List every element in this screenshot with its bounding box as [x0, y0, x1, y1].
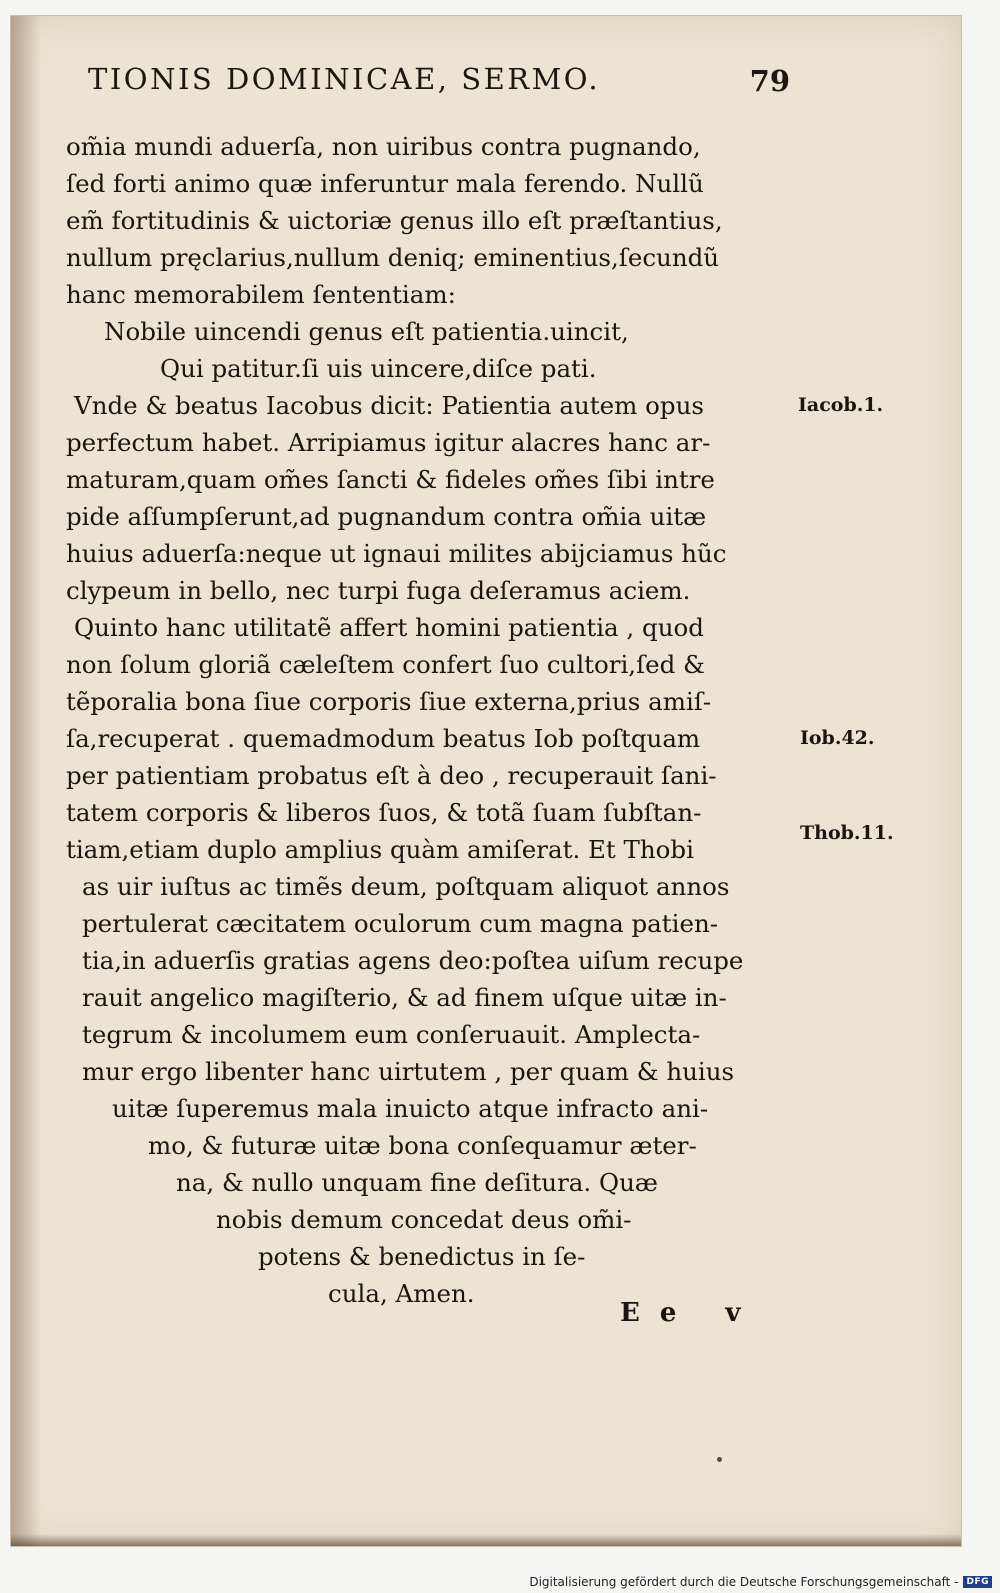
margin-note-iacob: Iacob.1. [798, 394, 884, 416]
text-line: om̃ia mundi aduerſa, non uiribus contra pugnando, [66, 132, 701, 161]
running-head [88, 62, 798, 96]
text-line: ſed forti animo quæ inferuntur mala ferendo. Nullũ [66, 169, 704, 198]
page-bottom-edge [11, 1534, 961, 1546]
text-line: non ſolum gloriã cæleſtem confert ſuo cultori,ſed & [66, 650, 705, 679]
text-line: na, & nullo unquam fine deſitura. Quæ [176, 1168, 658, 1197]
text-line: tia,in aduerſis gratias agens deo:poſtea uiſum recupe [82, 946, 744, 975]
margin-note-thob: Thob.11. [800, 822, 894, 844]
gutter-shadow [11, 16, 41, 1546]
text-line: nullum pręclarius,nullum deniq; eminentius,ſecundũ [66, 243, 720, 272]
text-line: tatem corporis & liberos ſuos, & totã ſuam ſubſtan- [66, 798, 702, 827]
running-title: TIONIS DOMINICAE, SERMO. [88, 62, 601, 96]
text-line: rauit angelico magiſterio, & ad finem uſque uitæ in- [82, 983, 727, 1012]
text-line: pide aſſumpſerunt,ad pugnandum contra om̃ia uitæ [66, 502, 707, 531]
text-line: tẽporalia bona ſiue corporis ſiue externa,prius amiſ- [66, 687, 712, 716]
margin-note-iob: Iob.42. [800, 727, 875, 749]
text-line: em̃ fortitudinis & uictoriæ genus illo eſt præſtantius, [66, 206, 723, 235]
text-line: ſa,recuperat . quemadmodum beatus Iob poſtquam [66, 724, 701, 753]
text-line: tiam,etiam duplo amplius quàm amiſerat. Et Thobi [66, 835, 694, 864]
digitization-footer [529, 1575, 992, 1589]
text-line: mur ergo libenter hanc uirtutem , per quam & huius [82, 1057, 735, 1086]
dfg-logo: DFG [963, 1576, 992, 1588]
text-line: maturam,quam om̃es ſancti & fideles om̃es ſibi intre [66, 465, 715, 494]
text-line: huius aduerſa:neque ut ignaui milites abijciamus hũc [66, 539, 727, 568]
text-line: uitæ ſuperemus mala inuicto atque infracto ani- [112, 1094, 709, 1123]
text-line: hanc memorabilem ſententiam: [66, 280, 456, 309]
text-line: Quinto hanc utilitatẽ affert homini patientia , quod [74, 613, 704, 642]
text-line: cula, Amen. [328, 1279, 475, 1308]
text-line: perfectum habet. Arripiamus igitur alacres hanc ar- [66, 428, 711, 457]
text-line: tegrum & incolumem eum conſeruauit. Amplecta- [82, 1020, 701, 1049]
paper-speck [717, 1457, 722, 1462]
text-line: nobis demum concedat deus om̃i- [216, 1205, 632, 1234]
page-number: 79 [749, 64, 790, 98]
verse-line: Qui patitur.ſi uis uincere,diſce pati. [160, 354, 597, 383]
verse-line: Nobile uincendi genus eſt patientia.uincit, [104, 317, 629, 346]
text-line: per patientiam probatus eſt à deo , recuperauit ſani- [66, 761, 717, 790]
text-line: pertulerat cæcitatem oculorum cum magna patien- [82, 909, 719, 938]
text-line: as uir iuſtus ac timẽs deum, poſtquam aliquot annos [82, 872, 730, 901]
text-line: potens & benedictus in ſe- [258, 1242, 586, 1271]
text-line: mo, & futuræ uitæ bona conſequamur æter- [148, 1131, 697, 1160]
signature-mark: Ee v [620, 1298, 761, 1328]
footer-credit: Digitalisierung gefördert durch die Deutsche Forschungsgemeinschaft - [529, 1575, 959, 1589]
text-line: clypeum in bello, nec turpi fuga deſeramus aciem. [66, 576, 691, 605]
text-line: Vnde & beatus Iacobus dicit: Patientia autem opus [74, 391, 704, 420]
